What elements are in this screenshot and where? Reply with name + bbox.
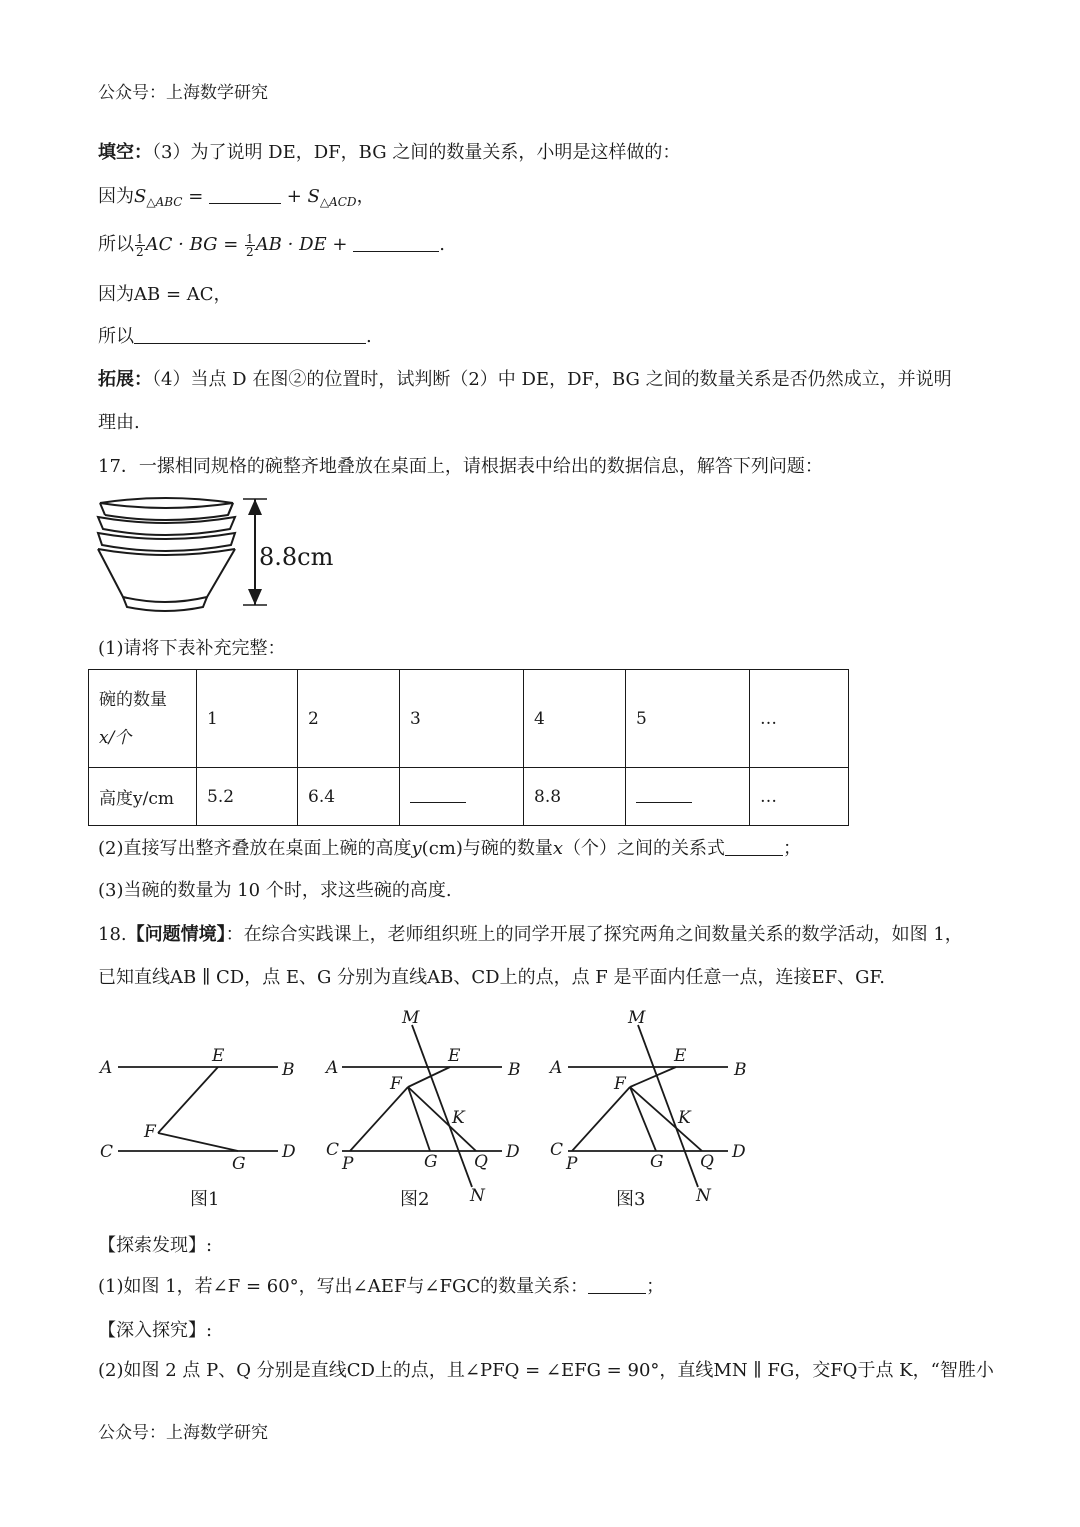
table-cell: … [750,768,849,826]
ab-de: AB · DE + [255,234,354,255]
p18-q2: (2)如图 2 点 P、Q 分别是直线CD上的点，且∠PFQ = ∠EFG = 90°，直线MN ∥ FG，交FQ于点 K，“智胜小 [98,1360,994,1381]
row1-head: 碗的数量 x/个 [89,670,197,768]
fraction-half: $\frac{1}{2}$ [136,231,144,259]
fill-text: （3）为了说明 DE，DF，BG 之间的数量关系，小明是这样做的： [152,142,681,163]
deep-heading: 【深入探究】: [98,1320,213,1341]
blank-2[interactable] [353,233,439,252]
geometry-figures [90,1005,770,1215]
blank-1[interactable] [209,185,281,204]
label-f1: F [144,1122,156,1142]
triangle-acd: △ACD [319,195,357,209]
because-text: 因为 [98,186,134,207]
label-n3: N [696,1186,711,1206]
extend-text: （4）当点 D 在图②的位置时，试判断（2）中 DE，DF，BG 之间的数量关系是否仍然成立，并说明 [152,369,952,390]
label-k3: K [678,1108,691,1128]
s-symbol: S [134,186,147,207]
p16-line5 [98,324,372,350]
label-p2: P [342,1154,354,1174]
table-cell: 1 [197,670,298,768]
blank-4[interactable] [725,837,783,856]
caption-fig2: 图2 [400,1189,430,1210]
p17-title: 17．一摞相同规格的碗整齐地叠放在桌面上，请根据表中给出的数据信息，解答下列问题： [98,456,823,477]
label-e3: E [674,1046,687,1066]
p16-line2 [98,184,375,215]
triangle-abc: △ABC [146,195,183,209]
problem-context-label: 【问题情境】 [126,924,226,945]
equals: = [182,186,209,207]
bowl-stack-figure [95,495,335,613]
label-q3: Q [700,1152,714,1172]
so-text: 所以 [98,234,134,255]
label-a1: A [100,1058,113,1078]
label-b2: B [508,1060,521,1080]
row2-head: 高度y/cm [89,768,197,826]
caption-fig1: 图1 [190,1189,220,1210]
fraction-half-2: $\frac{1}{2}$ [246,231,254,259]
comma: ， [356,186,375,207]
label-m2: M [402,1008,420,1028]
label-b3: B [734,1060,747,1080]
label-a2: A [326,1058,339,1078]
extend-label: 拓展： [98,369,152,390]
label-e1: E [212,1046,225,1066]
p16-line3 [98,232,445,258]
q2-text-f: ； [783,838,802,859]
q2-text-c: (cm)与碗的数量 [421,838,553,859]
label-c2: C [326,1140,340,1160]
table-cell: 3 [400,670,524,768]
table-cell: … [750,670,849,768]
table-cell-blank[interactable] [400,768,524,826]
label-p3: P [566,1154,578,1174]
label-q2: Q [474,1152,488,1172]
label-c1: C [100,1142,114,1162]
p17-q2 [98,836,801,862]
label-n2: N [470,1186,485,1206]
label-d3: D [732,1142,746,1162]
period-2: . [366,326,372,347]
label-f3: F [614,1074,626,1094]
page-header: 公众号：上海数学研究 [98,83,268,103]
p16-line7: 理由. [98,412,140,433]
table-row [89,670,849,768]
fill-label: 填空： [98,142,152,163]
q2-text-e: （个）之间的关系式 [563,838,726,859]
label-a3: A [550,1058,563,1078]
table-cell: 5 [626,670,750,768]
label-g1: G [232,1154,246,1174]
p17-q3: (3)当碗的数量为 10 个时，求这些碗的高度. [98,880,452,901]
period: . [439,234,445,255]
p18-q1 [98,1274,664,1300]
label-b1: B [282,1060,295,1080]
bowl-table [88,669,849,826]
q2-text-a: (2)直接写出整齐叠放在桌面上碗的高度 [98,838,412,859]
caption-fig3: 图3 [616,1189,646,1210]
table-row [89,768,849,826]
label-f2: F [390,1074,402,1094]
label-c3: C [550,1140,564,1160]
p17-q1: (1)请将下表补充完整： [98,638,286,659]
label-g2: G [424,1152,438,1172]
so-text-2: 所以 [98,326,134,347]
p16-line6 [98,367,952,393]
blank-3[interactable] [134,325,366,344]
label-m3: M [628,1008,646,1028]
blank-5[interactable] [588,1275,646,1294]
table-cell: 4 [524,670,626,768]
ac-bg: AC · BG = [145,234,245,255]
p18-line1 [98,922,963,948]
p18-number: 18. [98,924,127,945]
p16-line4: 因为AB = AC， [98,284,232,305]
var-x: x [552,838,564,859]
explore-heading: 【探索发现】: [98,1235,213,1256]
page-footer: 公众号：上海数学研究 [98,1423,268,1443]
bowl-height-label: 8.8cm [259,543,334,571]
label-k2: K [452,1108,465,1128]
table-cell: 2 [298,670,400,768]
p18-text: ：在综合实践课上，老师组织班上的同学开展了探究两角之间数量关系的数学活动，如图 1， [225,924,963,945]
var-y: y [411,838,422,859]
table-cell: 6.4 [298,768,400,826]
label-e2: E [448,1046,461,1066]
label-d1: D [282,1142,296,1162]
p18-line2: 已知直线AB ∥ CD，点 E、G 分别为直线AB、CD上的点，点 F 是平面内任意一点，连接EF、GF. [98,967,885,988]
plus-s: + S [281,186,320,207]
table-cell: 5.2 [197,768,298,826]
q1-end: ； [646,1276,665,1297]
p16-line1 [98,140,680,166]
table-cell: 8.8 [524,768,626,826]
table-cell-blank[interactable] [626,768,750,826]
q1-text: (1)如图 1，若∠F = 60°，写出∠AEF与∠FGC的数量关系： [98,1276,589,1297]
label-d2: D [506,1142,520,1162]
label-g3: G [650,1152,664,1172]
